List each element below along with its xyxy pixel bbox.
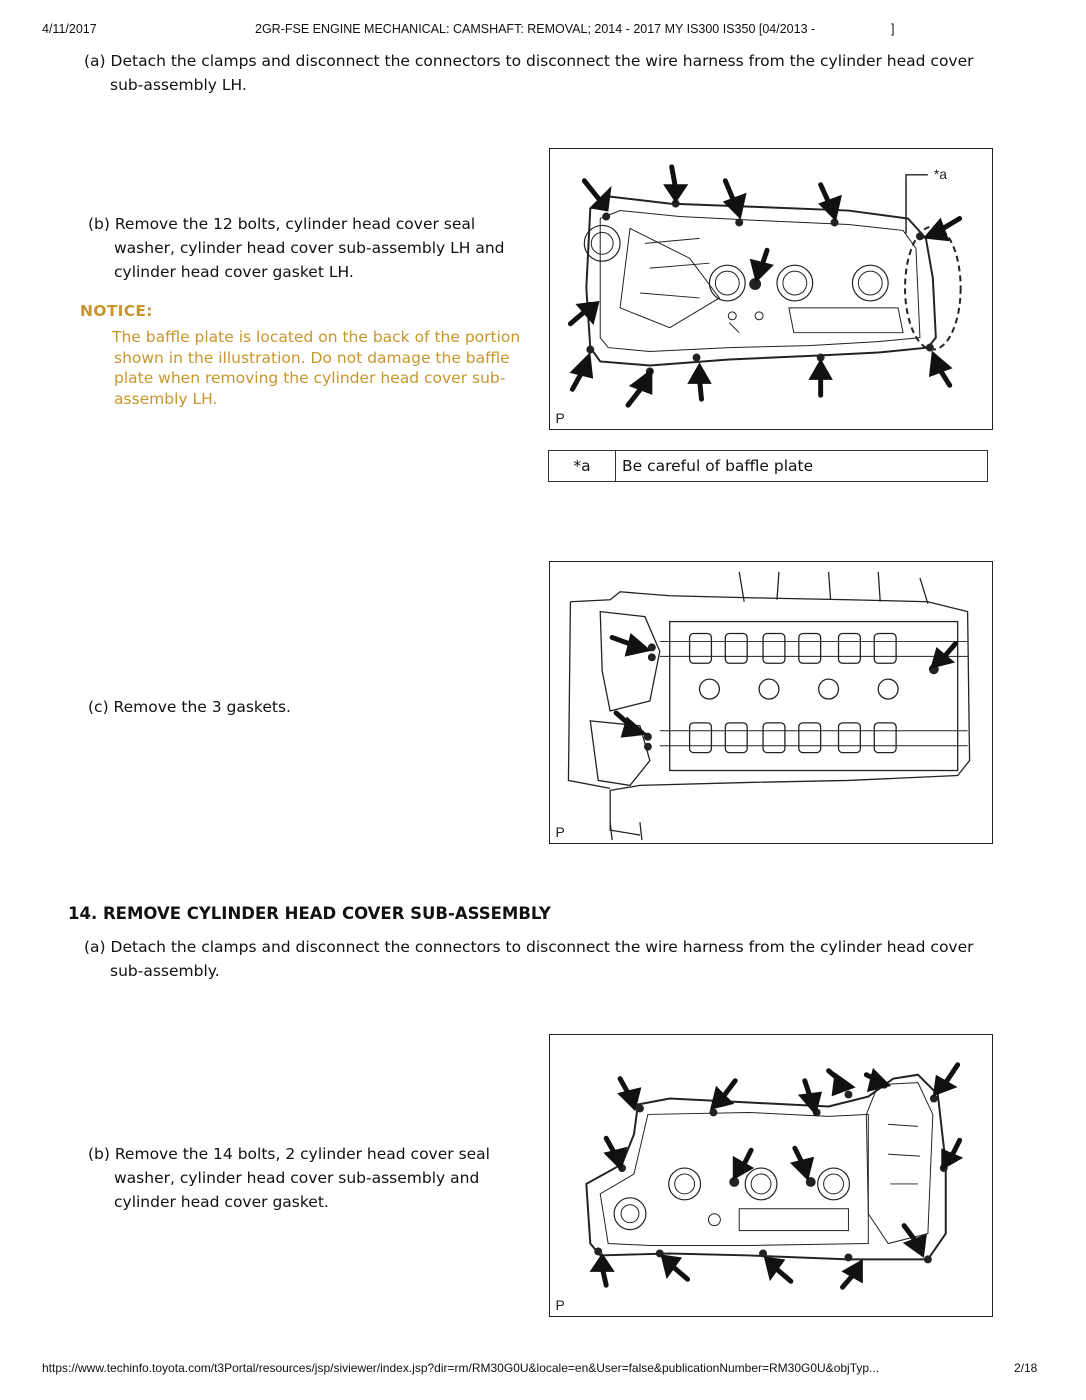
legend-key: *a: [549, 451, 616, 482]
figure-head-cover: [549, 1034, 993, 1317]
step13-b-line3: cylinder head cover gasket LH.: [114, 263, 354, 281]
footer-page-number: 2/18: [1014, 1361, 1038, 1375]
notice-line3: plate when removing the cylinder head cover sub-: [114, 369, 506, 387]
step13-c-text: (c) Remove the 3 gaskets.: [88, 698, 291, 716]
figure1-corner-label: P: [555, 410, 565, 427]
legend-table: [548, 450, 988, 482]
step14-title: 14. REMOVE CYLINDER HEAD COVER SUB-ASSEMBLY: [68, 904, 551, 923]
step14-b-line2: washer, cylinder head cover sub-assembly and: [114, 1169, 480, 1187]
notice-body: [114, 327, 534, 409]
notice-line1: The baffle plate is located on the back of the portion: [112, 328, 521, 346]
step14-b-line3: cylinder head cover gasket.: [114, 1193, 329, 1211]
step14-b-line1: (b) Remove the 14 bolts, 2 cylinder head cover seal: [88, 1145, 490, 1163]
step13-b-line1: (b) Remove the 12 bolts, cylinder head cover seal: [88, 215, 476, 233]
notice-title: NOTICE:: [80, 302, 153, 320]
header-title-end: ]: [891, 22, 895, 36]
step13-a-line1: (a) Detach the clamps and disconnect the connectors to disconnect the wire harness from the cylinder head cover: [84, 52, 974, 70]
step14-b-text: [88, 1142, 528, 1214]
legend-row: [549, 451, 988, 482]
step13-b-line2: washer, cylinder head cover sub-assembly LH and: [114, 239, 505, 257]
step14-a-text: [84, 935, 1074, 983]
figure3-corner-label: P: [555, 1297, 565, 1314]
figure1-callout-label: *a: [933, 165, 947, 182]
figure-head-cover-lh: [549, 148, 993, 430]
header-title: 2GR-FSE ENGINE MECHANICAL: CAMSHAFT: REMOVAL; 2014 - 2017 MY IS300 IS350 [04/2013 -: [255, 22, 816, 36]
step13-b-text: [88, 212, 528, 284]
camshaft-gasket-illustration: [550, 562, 992, 843]
head-cover-illustration: [550, 1035, 992, 1316]
step13-a-text: [84, 49, 1074, 97]
footer-url[interactable]: https://www.techinfo.toyota.com/t3Portal/resources/jsp/siviewer/index.jsp?dir=rm/RM30G0U&locale=en&User=false&publicationNumber=RM30G0U&objTyp...: [42, 1361, 880, 1375]
step14-a-line2: sub-assembly.: [110, 962, 220, 980]
header-date: 4/11/2017: [42, 22, 97, 36]
head-cover-lh-illustration: [550, 149, 992, 429]
step14-a-line1: (a) Detach the clamps and disconnect the connectors to disconnect the wire harness from the cylinder head cover: [84, 938, 974, 956]
notice-line2: shown in the illustration. Do not damage the baffle: [114, 348, 510, 367]
legend-text: Be careful of baffle plate: [616, 451, 988, 482]
step13-a-line2: sub-assembly LH.: [110, 76, 247, 94]
figure2-corner-label: P: [555, 824, 565, 841]
figure-gaskets: [549, 561, 993, 844]
notice-line4: assembly LH.: [114, 389, 218, 408]
